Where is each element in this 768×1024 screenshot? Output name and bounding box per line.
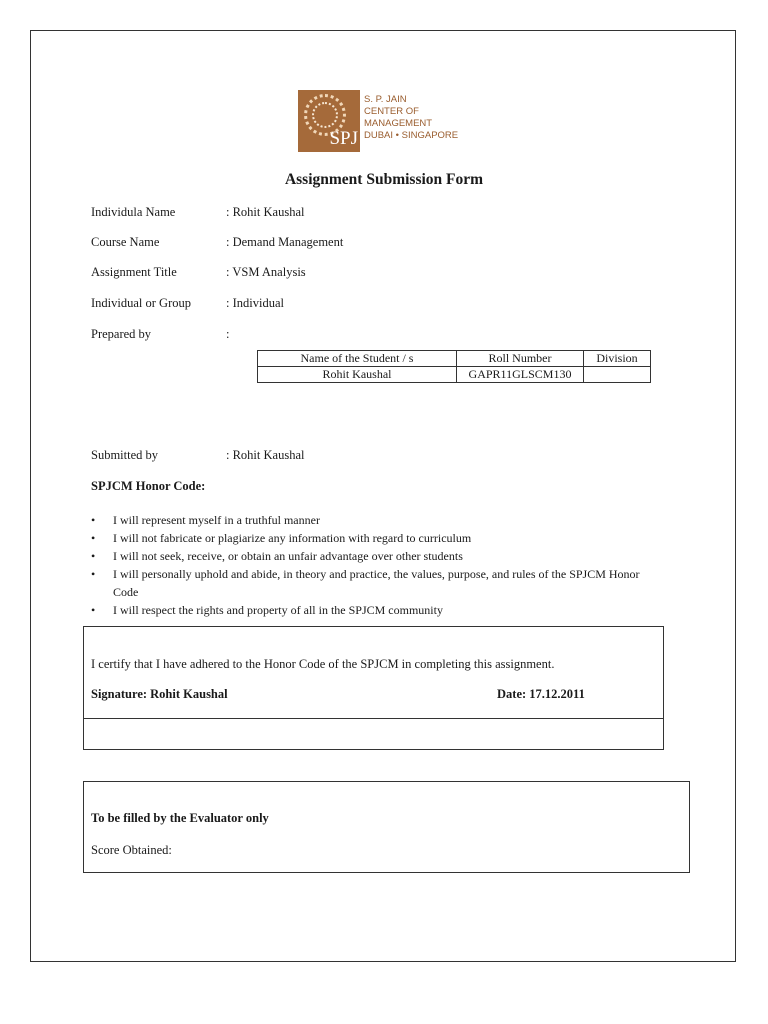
list-item: • I will respect the rights and property of all in the SPJCM community bbox=[91, 603, 443, 617]
field-value-name: : Rohit Kaushal bbox=[226, 205, 305, 219]
table-header-name: Name of the Student / s bbox=[258, 351, 457, 367]
table-cell-name: Rohit Kaushal bbox=[258, 367, 457, 383]
evaluator-box bbox=[83, 781, 690, 873]
score-label: Score Obtained: bbox=[91, 843, 172, 857]
bullet-icon: • bbox=[91, 531, 96, 545]
certification-statement: I certify that I have adhered to the Honor Code of the SPJCM in completing this assignment. bbox=[91, 657, 555, 671]
table-header-division: Division bbox=[584, 351, 651, 367]
list-item: • I will represent myself in a truthful manner bbox=[91, 513, 320, 527]
bullet-icon: • bbox=[91, 567, 96, 581]
field-label-prepared-by: Prepared by bbox=[91, 327, 152, 341]
field-value-course: : Demand Management bbox=[226, 235, 344, 249]
bullet-icon: • bbox=[91, 513, 96, 527]
list-item: • I will personally uphold and abide, in theory and practice, the values, purpose, and rules of the SPJCM Honor Code bbox=[91, 567, 640, 599]
field-label-name: Individula Name bbox=[91, 205, 176, 219]
field-label-group: Individual or Group bbox=[91, 296, 191, 310]
signature-line: Signature: Rohit Kaushal bbox=[91, 687, 228, 701]
field-label-course: Course Name bbox=[91, 235, 160, 249]
certification-box bbox=[83, 626, 664, 750]
form-title: Assignment Submission Form bbox=[284, 171, 484, 188]
table-cell-roll: GAPR11GLSCM130 bbox=[457, 367, 584, 383]
honor-code-title: SPJCM Honor Code: bbox=[91, 479, 206, 493]
honor-code-list bbox=[91, 511, 691, 619]
field-value-assignment-title: : VSM Analysis bbox=[226, 265, 306, 279]
list-item: • I will not fabricate or plagiarize any information with regard to curriculum bbox=[91, 531, 472, 545]
field-value-submitted-by: : Rohit Kaushal bbox=[226, 448, 305, 462]
logo-mark-text: SPJ bbox=[329, 128, 358, 149]
box-divider bbox=[84, 718, 663, 719]
table-cell-division bbox=[584, 367, 651, 383]
bullet-icon: • bbox=[91, 603, 96, 617]
students-table bbox=[257, 350, 651, 383]
field-value-group: : Individual bbox=[226, 296, 284, 310]
list-item: • I will not seek, receive, or obtain an unfair advantage over other students bbox=[91, 549, 463, 563]
field-value-prepared-by: : bbox=[226, 327, 230, 341]
logo-wordmark: S. P. JAIN CENTER OF MANAGEMENT DUBAI • SINGAPORE bbox=[364, 94, 459, 141]
evaluator-heading: To be filled by the Evaluator only bbox=[91, 811, 269, 825]
bullet-icon: • bbox=[91, 549, 96, 563]
date-line: Date: 17.12.2011 bbox=[497, 687, 585, 701]
institution-logo bbox=[298, 90, 468, 154]
table-header-roll: Roll Number bbox=[457, 351, 584, 367]
table-row bbox=[258, 367, 651, 383]
logo-emblem bbox=[298, 90, 360, 152]
field-label-submitted-by: Submitted by bbox=[91, 448, 159, 462]
table-header-row bbox=[258, 351, 651, 367]
field-label-assignment-title: Assignment Title bbox=[91, 265, 177, 279]
